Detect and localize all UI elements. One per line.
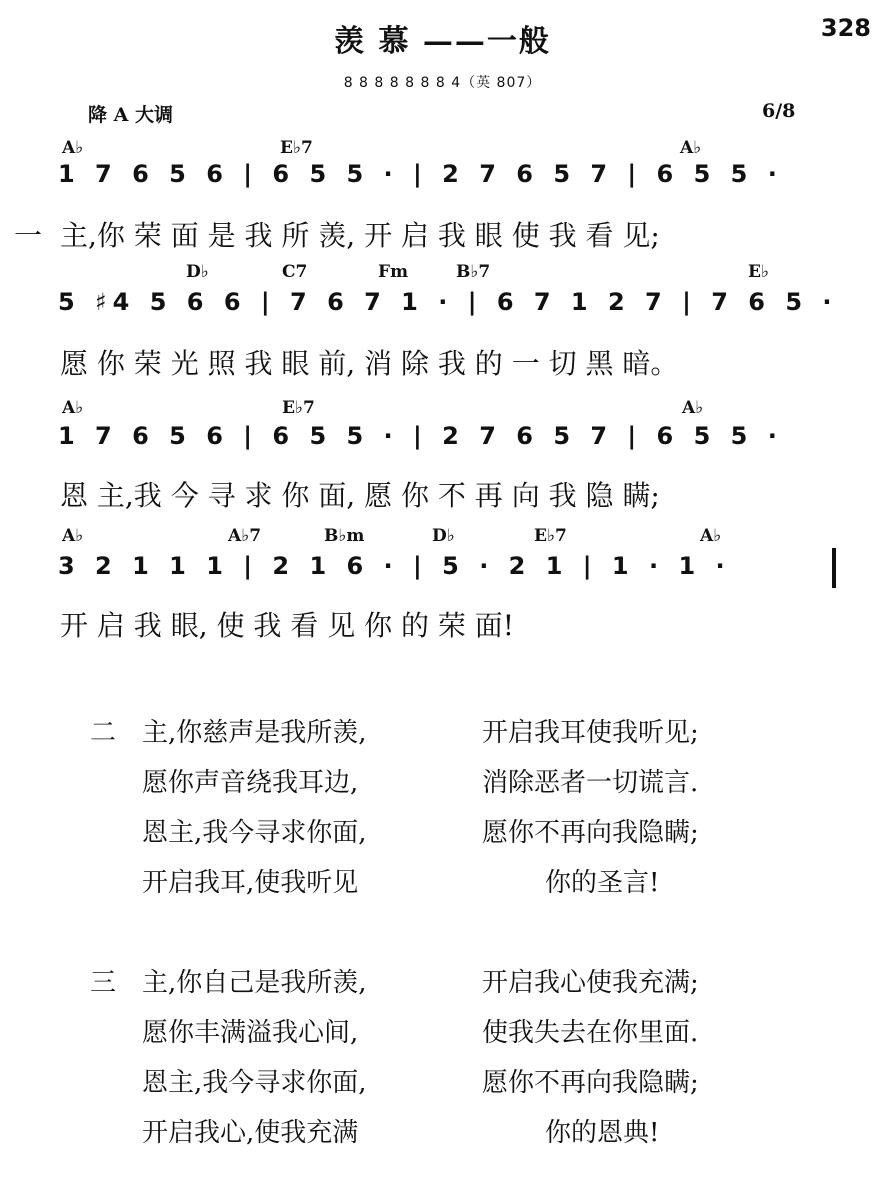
verse-line-left: 恩主,我今寻求你面, — [142, 818, 367, 848]
time-signature: 6/8 — [762, 100, 796, 122]
hymn-title: 羡 慕 ——一般 — [334, 24, 551, 59]
lyric-line: 愿 你 荣 光 照 我 眼 前, 消 除 我 的 一 切 黑 暗。 — [60, 347, 679, 380]
verse-number: 二 — [90, 718, 117, 748]
chord: E♭7 — [280, 138, 313, 158]
verse-line-right: 愿你不再向我隐瞒; — [482, 818, 699, 848]
chord: A♭ — [700, 526, 722, 546]
verse-line-left: 开启我耳,使我听见 — [142, 868, 359, 898]
chord: C7 — [282, 262, 308, 282]
verse-number: 一 — [14, 219, 43, 252]
verse-line-left: 愿你丰满溢我心间, — [142, 1018, 359, 1048]
verse-line-right: 你的恩典! — [545, 1118, 660, 1148]
lyric-line: 恩 主,我 今 寻 求 你 面, 愿 你 不 再 向 我 隐 瞒; — [60, 479, 660, 512]
lyric-line: 主,你 荣 面 是 我 所 羡, 开 启 我 眼 使 我 看 见; — [60, 219, 660, 252]
chord: D♭ — [186, 262, 209, 282]
notation-line: 5 ♯4 5 6 6 | 7 6 7 1 · | 6 7 1 2 7 | 7 6 5 · — [58, 288, 838, 316]
verse-line-right: 你的圣言! — [545, 868, 660, 898]
notation-line: 1 7 6 5 6 | 6 5 5 · | 2 7 6 5 7 | 6 5 5 · — [58, 422, 783, 450]
staff-4 — [0, 526, 885, 706]
page-number: 328 — [820, 14, 871, 42]
verse-line-left: 主,你自己是我所羡, — [142, 968, 367, 998]
verse-line-right: 消除恶者一切谎言. — [482, 768, 699, 798]
verse-line-right: 开启我心使我充满; — [482, 968, 699, 998]
lyric-line: 开 启 我 眼, 使 我 看 见 你 的 荣 面! — [60, 609, 515, 642]
verse-line-left: 恩主,我今寻求你面, — [142, 1068, 367, 1098]
meter-line: 8 8 8 8 8 8 8 4（英 807） — [343, 75, 542, 91]
chord: D♭ — [432, 526, 455, 546]
final-barline — [832, 548, 836, 588]
verse-line-right: 使我失去在你里面. — [482, 1018, 699, 1048]
verse-line-left: 主,你慈声是我所羡, — [142, 718, 367, 748]
chord: A♭7 — [228, 526, 262, 546]
verse-line-right: 开启我耳使我听见; — [482, 718, 699, 748]
notation-line: 3 2 1 1 1 | 2 1 6 · | 5 · 2 1 | 1 · 1 · — [58, 552, 731, 580]
chord: A♭ — [62, 526, 84, 546]
chord: Fm — [378, 262, 409, 282]
chord: B♭7 — [456, 262, 491, 282]
chord: E♭7 — [282, 398, 315, 418]
notation-line: 1 7 6 5 6 | 6 5 5 · | 2 7 6 5 7 | 6 5 5 · — [58, 160, 783, 188]
key-signature: 降 A 大调 — [88, 104, 173, 126]
chord: E♭7 — [534, 526, 567, 546]
verse-line-right: 愿你不再向我隐瞒; — [482, 1068, 699, 1098]
chord: B♭m — [324, 526, 365, 546]
chord: A♭ — [682, 398, 704, 418]
chord: A♭ — [62, 138, 84, 158]
verse-line-left: 开启我心,使我充满 — [142, 1118, 359, 1148]
chord: E♭ — [748, 262, 769, 282]
verse-line-left: 愿你声音绕我耳边, — [142, 768, 359, 798]
chord: A♭ — [680, 138, 702, 158]
verse-number: 三 — [90, 968, 117, 998]
chord: A♭ — [62, 398, 84, 418]
